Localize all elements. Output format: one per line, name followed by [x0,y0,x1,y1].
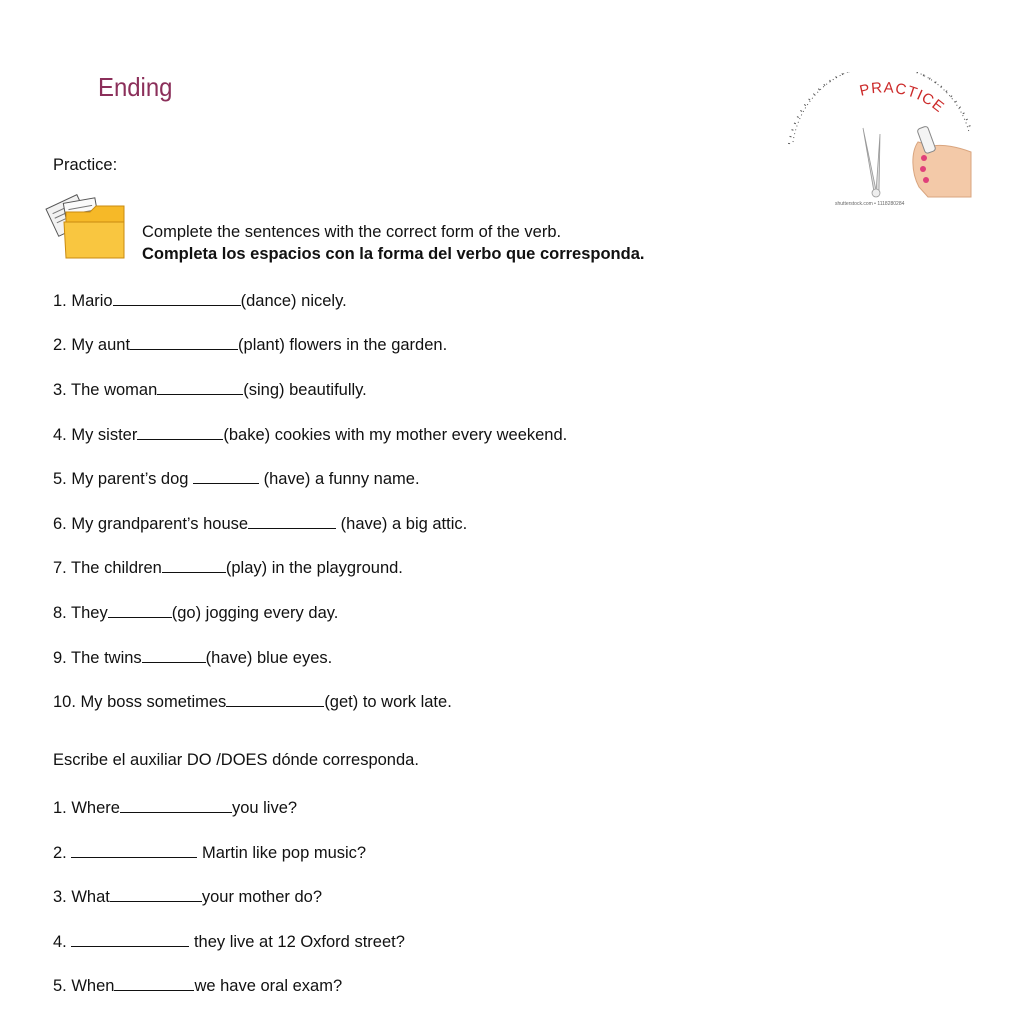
answer-blank[interactable] [162,557,226,573]
sentence-text: (dance) nicely. [240,292,347,310]
sentence-text: (bake) cookies with my mother every weekend. [223,426,568,444]
aux-sentence-4 [53,931,405,952]
sentence-text: you live? [231,799,298,817]
time-for-practice-badge [783,72,973,207]
answer-blank[interactable] [193,468,259,484]
sentence-text: 1. Mario [53,292,113,310]
sentence-text: Martin like pop music? [197,844,367,862]
clock-illustration [783,72,973,207]
answer-blank[interactable] [120,797,232,813]
instruction-spanish: Completa los espacios con la forma del verbo que corresponda. [142,245,645,263]
aux-sentence-1 [53,797,297,818]
instruction-english: Complete the sentences with the correct form of the verb. [142,223,562,241]
hand-with-marker [913,126,971,197]
badge-time-for [783,72,863,76]
folder-icon [44,192,128,262]
sentence-text: (have) blue eyes. [205,649,333,667]
sentence-7 [53,557,403,578]
sentence-text: your mother do? [201,888,323,906]
sentence-10 [53,691,452,712]
sentence-text: 4. My sister [53,426,138,444]
answer-blank[interactable] [108,602,172,618]
sentence-5 [53,468,420,489]
sentence-3 [53,379,367,400]
answer-blank[interactable] [226,691,324,707]
aux-sentence-3 [53,886,322,907]
sentence-8 [53,602,338,623]
aux-sentence-2 [53,842,366,863]
sentence-text: 7. The children [53,559,162,577]
sentence-text: 5. My parent’s dog [53,470,194,488]
sentence-text: (play) in the playground. [225,559,403,577]
sentence-text: they live at 12 Oxford street? [189,933,405,951]
sentence-text: 2. [53,844,72,862]
answer-blank[interactable] [71,842,197,858]
answer-blank[interactable] [110,886,202,902]
sentence-text: 2. My aunt [53,336,131,354]
sentence-text: 10. My boss sometimes [53,693,227,711]
sentence-text: 3. The woman [53,381,158,399]
answer-blank[interactable] [113,290,241,306]
section2-title: Escribe el auxiliar DO /DOES dónde corresponda. [53,751,419,769]
clock-hands [863,128,880,197]
sentence-6 [53,513,467,534]
answer-blank[interactable] [142,647,206,663]
sentence-text: (have) a big attic. [336,515,468,533]
aux-sentence-5 [53,975,342,996]
watermark-text: shutterstock.com • 1118280284 [835,201,905,207]
sentence-text: (sing) beautifully. [243,381,367,399]
sentence-text: we have oral exam? [194,977,343,995]
sentence-text: (plant) flowers in the garden. [238,336,448,354]
sentence-text: 3. What [53,888,110,906]
sentence-1 [53,290,347,311]
sentence-9 [53,647,332,668]
sentence-text: 5. When [53,977,115,995]
answer-blank[interactable] [157,379,243,395]
badge-practice: PRACTICE [857,79,948,117]
sentence-text: 8. They [53,604,108,622]
answer-blank[interactable] [114,975,194,991]
sentence-text: (get) to work late. [324,693,452,711]
answer-blank[interactable] [71,931,189,947]
answer-blank[interactable] [130,334,238,350]
sentence-text: (go) jogging every day. [171,604,339,622]
sentence-text: 1. Where [53,799,120,817]
sentence-4 [53,424,567,445]
sentence-text: (have) a funny name. [259,470,420,488]
practice-label: Practice: [53,156,118,174]
answer-blank[interactable] [248,513,336,529]
sentence-2 [53,334,447,355]
sentence-text: 9. The twins [53,649,142,667]
sentence-text: 6. My grandparent’s house [53,515,249,533]
page-title: Ending [98,72,173,102]
sentence-text: 4. [53,933,72,951]
answer-blank[interactable] [137,424,223,440]
